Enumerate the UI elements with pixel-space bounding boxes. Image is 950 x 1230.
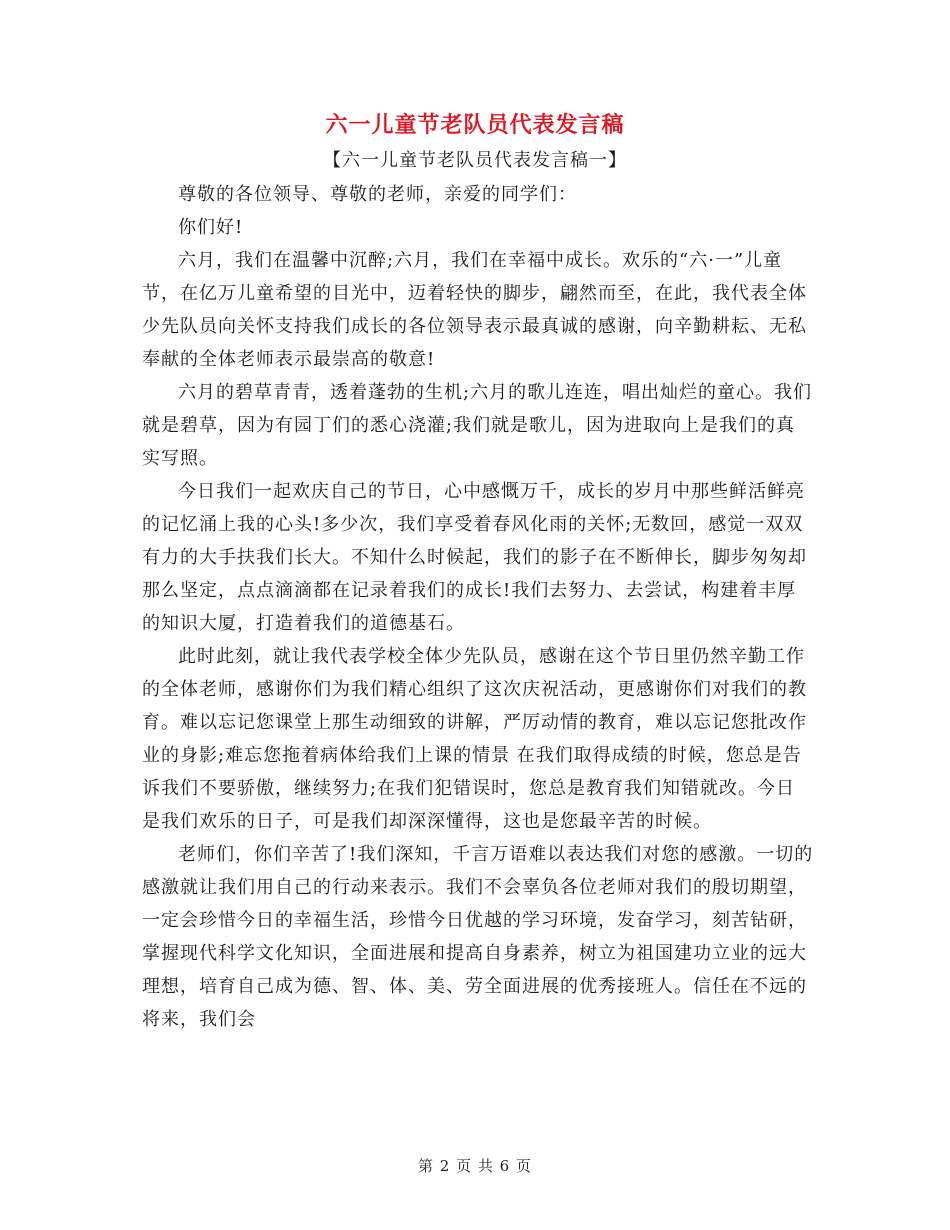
page-number-footer: 第 2 页 共 6 页 bbox=[418, 1157, 532, 1175]
document-subtitle: 【六一儿童节老队员代表发言稿一】 bbox=[323, 150, 627, 171]
salutation: 尊敬的各位领导、尊敬的老师，亲爱的同学们： bbox=[178, 184, 577, 205]
paragraph: 六月，我们在温馨中沉醉;六月，我们在幸福中成长。欢乐的“六·一”儿童节，在亿万儿童希望的目光中，迈着轻快的脚步，翩然而至，在此，我代表全体少先队员向关怀支持我们成长的各位领导表示最真诚的感谢，向辛勤耕耘、无私奉献的全体老师表示最崇高的敬意! bbox=[142, 250, 807, 370]
document-title: 六一儿童节老队员代表发言稿 bbox=[325, 113, 625, 138]
paragraph: 此时此刻，就让我代表学校全体少先队员，感谢在这个节日里仍然辛勤工作的全体老师，感谢你们为我们精心组织了这次庆祝活动，更感谢你们对我们的教育。难以忘记您课堂上那生动细致的讲解，严厉动情的教育，难以忘记您批改作业的身影;难忘您拖着病体给我们上课的情景 在我们取得成绩的时候，您总是告诉我们不要骄傲，继续努力;在我们犯错误时，您总是教育我们知错就改。今日是我们欢乐的日子，可是我们却深深懂得，这也是您最辛苦的时候。 bbox=[142, 646, 807, 832]
document-body bbox=[142, 178, 814, 1036]
paragraph: 老师们，你们辛苦了!我们深知，千言万语难以表达我们对您的感激。一切的感激就让我们用自己的行动来表示。我们不会辜负各位老师对我们的殷切期望，一定会珍惜今日的幸福生活，珍惜今日优越的学习环境，发奋学习，刻苦钻研，掌握现代科学文化知识，全面进展和提高自身素养，树立为祖国建功立业的远大理想，培育自己成为德、智、体、美、劳全面进展的优秀接班人。信任在不远的将来，我们会 bbox=[142, 844, 814, 1030]
paragraph: 今日我们一起欢庆自己的节日，心中感慨万千，成长的岁月中那些鲜活鲜亮的记忆涌上我的心头!多少次，我们享受着春风化雨的关怀;无数回，感觉一双双有力的大手扶我们长大。不知什么时候起，我们的影子在不断伸长，脚步匆匆却那么坚定，点点滴滴都在记录着我们的成长!我们去努力、去尝试，构建着丰厚的知识大厦，打造着我们的道德基石。 bbox=[142, 481, 807, 634]
paragraph: 六月的碧草青青，透着蓬勃的生机;六月的歌儿连连，唱出灿烂的童心。我们就是碧草，因为有园丁们的悉心浇灌;我们就是歌儿，因为进取向上是我们的真实写照。 bbox=[142, 382, 813, 469]
greeting: 你们好! bbox=[178, 217, 244, 238]
